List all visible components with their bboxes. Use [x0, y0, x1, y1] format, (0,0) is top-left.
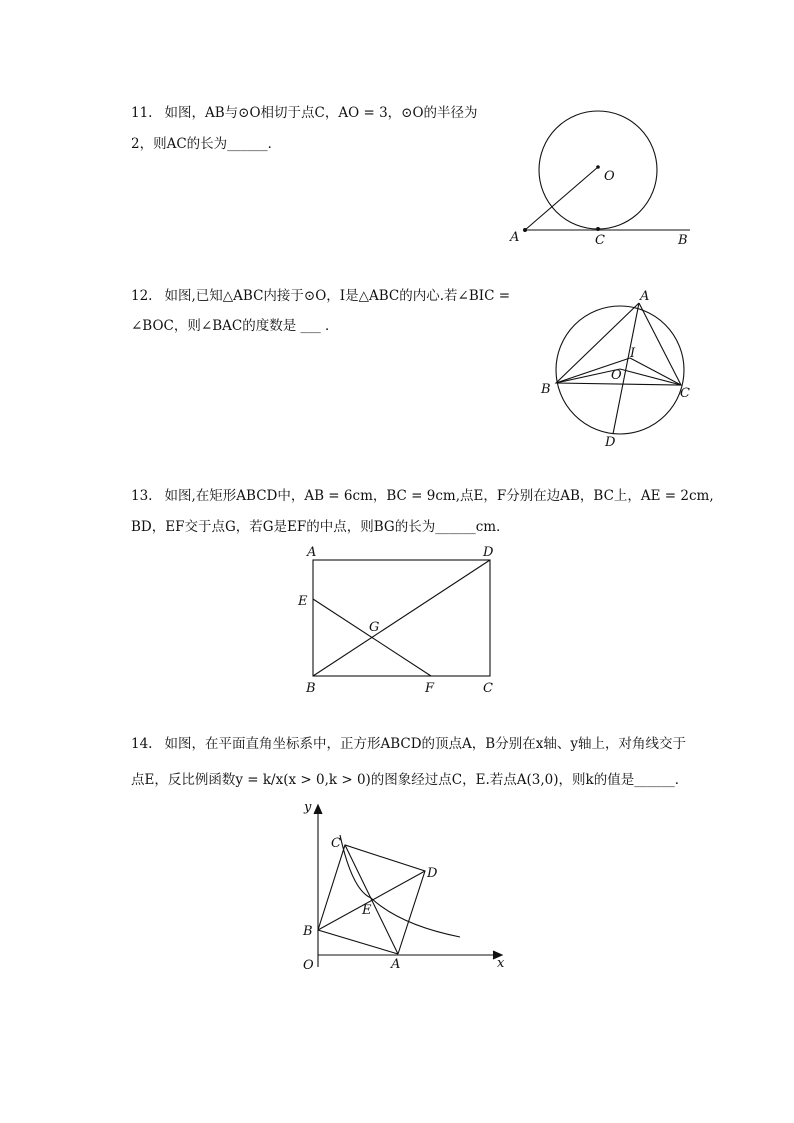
- q14-figure: [290, 795, 520, 980]
- q12-figure: [535, 285, 695, 450]
- q11-label-B: B: [678, 233, 688, 248]
- q12-text-line1: 如图,已知△ABC内接于⊙O，I是△ABC的内心.若∠BIC =: [164, 288, 511, 304]
- q13-label-B: B: [306, 681, 316, 696]
- q12-label-C: C: [680, 386, 690, 401]
- q11-point-O: [596, 165, 600, 169]
- q13-text-line1: 如图,在矩形ABCD中，AB = 6cm，BC = 9cm,点E，F分别在边AB，BC上，AE = 2cm,: [164, 488, 714, 504]
- q13-line1: [131, 486, 714, 506]
- q11-text-line1: 如图，AB与⊙O相切于点C，AO = 3，⊙O的半径为: [164, 105, 478, 121]
- q14-label-A: A: [391, 957, 401, 972]
- q11-line1: [131, 103, 478, 123]
- q13-label-E: E: [298, 594, 308, 609]
- q11-figure: [500, 105, 700, 255]
- q11-circle: [539, 111, 657, 229]
- q14-label-B: B: [303, 924, 313, 939]
- q12-number: 12.: [131, 288, 153, 304]
- q14-number: 14.: [131, 736, 153, 752]
- q14-y-axis-arrow: [314, 805, 322, 814]
- q12-label-A: A: [640, 289, 650, 304]
- q11-line2: 2，则AC的长为______．: [131, 136, 282, 152]
- q14-label-C: C: [331, 836, 341, 851]
- q14-line2: 点E，反比例函数y = k/x(x > 0,k > 0)的图象经过点C，E.若点A(3,0)，则k的值是______．: [131, 772, 689, 788]
- q13-label-A: A: [307, 545, 317, 560]
- q12-label-I: I: [630, 346, 636, 361]
- q11-point-C: [596, 227, 600, 231]
- q14-text-line1: 如图，在平面直角坐标系中，正方形ABCD的顶点A，B分别在x轴、y轴上，对角线交于: [164, 736, 686, 752]
- q14-diagonal-AC: [345, 845, 398, 954]
- q11-number: 11.: [131, 105, 153, 121]
- q12-segment-CI: [630, 358, 681, 385]
- q11-segment-AO: [525, 167, 598, 230]
- q11-label-O: O: [604, 169, 615, 184]
- q13-line2: BD，EF交于点G，若G是EF的中点，则BG的长为______cm．: [131, 519, 510, 535]
- q14-label-E: E: [362, 903, 372, 918]
- q11-label-C: C: [595, 233, 605, 248]
- q14-label-O: O: [303, 958, 314, 973]
- q13-label-G: G: [369, 620, 380, 635]
- q13-label-F: F: [425, 681, 435, 696]
- q12-label-D: D: [605, 435, 616, 450]
- q12-line1: [131, 286, 510, 306]
- q13-diagonal-BD: [313, 560, 490, 676]
- q13-label-C: C: [483, 681, 493, 696]
- q14-line1: [131, 734, 686, 754]
- q14-label-D: D: [427, 866, 438, 881]
- q11-label-A: A: [510, 230, 520, 245]
- q13-label-D: D: [483, 545, 494, 560]
- q12-label-B: B: [541, 382, 551, 397]
- q14-hyperbola: [340, 835, 460, 937]
- q12-line2: ∠BOC，则∠BAC的度数是 ___ ．: [131, 318, 339, 334]
- q14-label-x: x: [497, 956, 505, 971]
- q13-number: 13.: [131, 488, 153, 504]
- q11-point-A: [523, 228, 527, 232]
- q12-segment-CO: [620, 369, 681, 385]
- q14-label-y: y: [304, 800, 312, 815]
- q13-figure: [290, 540, 510, 700]
- q12-label-O: O: [611, 368, 622, 383]
